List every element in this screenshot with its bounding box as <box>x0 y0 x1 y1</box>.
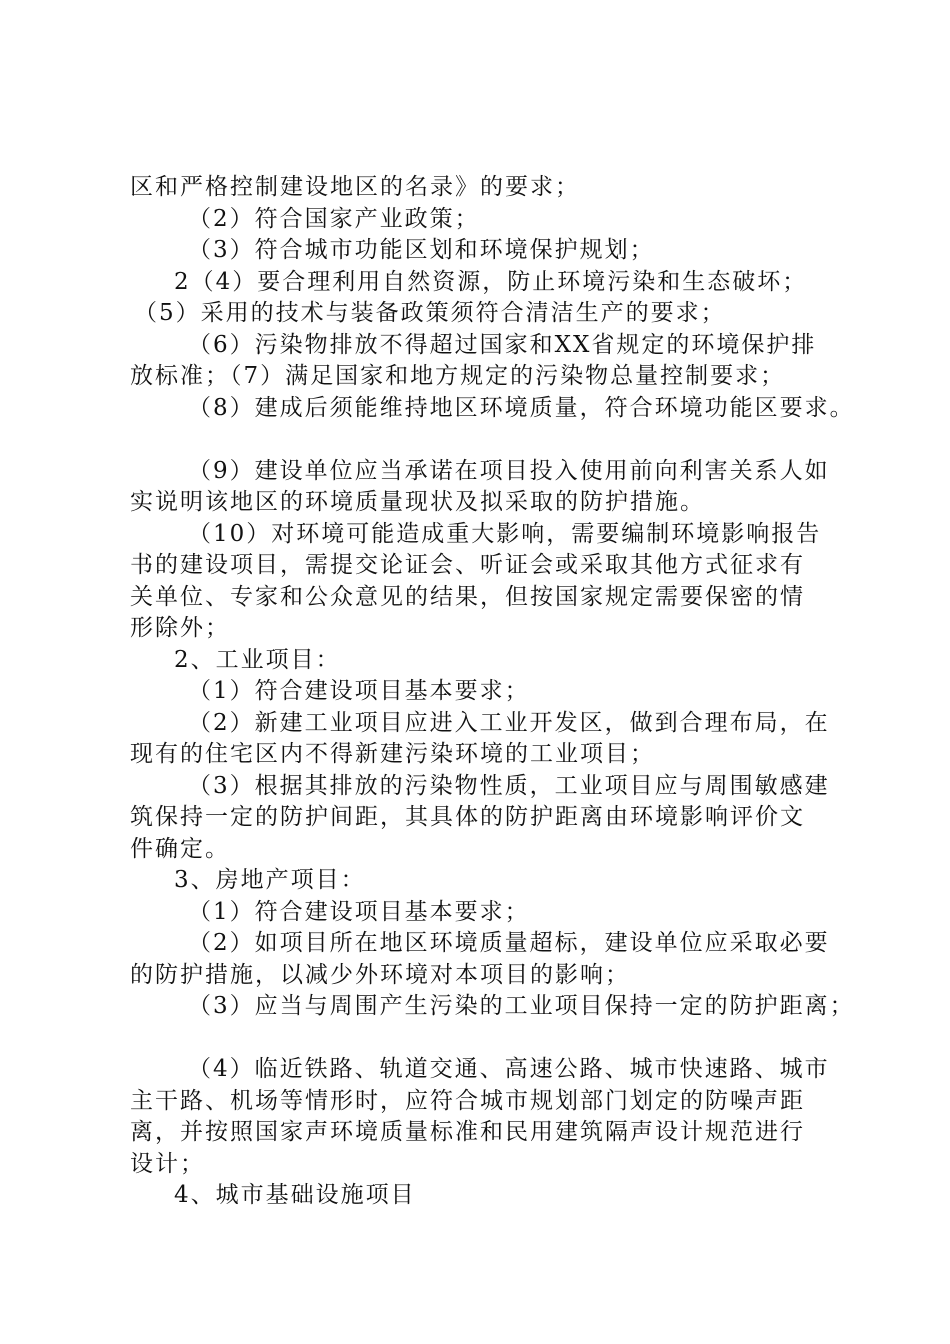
text-line: 形除外； <box>130 615 230 641</box>
text-line: （3）应当与周围产生污染的工业项目保持一定的防护距离； <box>188 993 855 1019</box>
text-line: 现有的住宅区内不得新建污染环境的工业项目； <box>130 741 655 767</box>
text-line: 设计； <box>130 1150 205 1177</box>
text-line: 离，并按照国家声环境质量标准和民用建筑隔声设计规范进行 <box>130 1119 805 1145</box>
text-line: 放标准；（7）满足国家和地方规定的污染物总量控制要求； <box>130 363 786 389</box>
text-line: （3）根据其排放的污染物性质，工业项目应与周围敏感建 <box>188 772 830 799</box>
text-line: （8）建成后须能维持地区环境质量，符合环境功能区要求。 <box>188 394 855 421</box>
text-line: （6）污染物排放不得超过国家和XX省规定的环境保护排 <box>188 331 817 358</box>
document-body <box>130 172 855 1212</box>
text-line: （10）对环境可能造成重大影响，需要编制环境影响报告 <box>188 520 822 547</box>
text-line: 实说明该地区的环境质量现状及拟采取的防护措施。 <box>130 489 705 515</box>
text-line: 的防护措施，以减少外环境对本项目的影响； <box>130 961 630 988</box>
text-line: 2（4）要合理利用自然资源，防止环境污染和生态破坏； <box>174 268 808 295</box>
text-line: 2、工业项目： <box>174 646 341 673</box>
text-line: （3）符合城市功能区划和环境保护规划； <box>188 237 655 263</box>
blank-line <box>130 424 842 456</box>
text-line: （9）建设单位应当承诺在项目投入使用前向利害关系人如 <box>188 457 830 484</box>
text-line: （1）符合建设项目基本要求； <box>188 898 530 925</box>
text-line: 关单位、专家和公众意见的结果，但按国家规定需要保密的情 <box>130 583 805 610</box>
text-line: 区和严格控制建设地区的名录》的要求； <box>130 174 580 200</box>
text-line: （5）采用的技术与装备政策须符合清洁生产的要求； <box>134 300 726 326</box>
text-line: 筑保持一定的防护间距，其具体的防护距离由环境影响评价文 <box>130 804 805 830</box>
text-line: 书的建设项目，需提交论证会、听证会或采取其他方式征求有 <box>130 552 805 578</box>
text-line: 件确定。 <box>130 835 230 862</box>
text-line: 4、城市基础设施项目 <box>174 1182 416 1208</box>
text-line: （2）符合国家产业政策； <box>188 205 480 232</box>
text-line: （1）符合建设项目基本要求； <box>188 678 530 704</box>
text-line: （2）如项目所在地区环境质量超标，建设单位应采取必要 <box>188 930 830 956</box>
text-line: （4）临近铁路、轨道交通、高速公路、城市快速路、城市 <box>188 1056 830 1082</box>
text-line: （2）新建工业项目应进入工业开发区，做到合理布局，在 <box>188 709 830 736</box>
blank-line <box>130 1023 842 1055</box>
text-line: 主干路、机场等情形时，应符合城市规划部门划定的防噪声距 <box>130 1087 805 1114</box>
text-line: 3、房地产项目： <box>174 867 366 893</box>
